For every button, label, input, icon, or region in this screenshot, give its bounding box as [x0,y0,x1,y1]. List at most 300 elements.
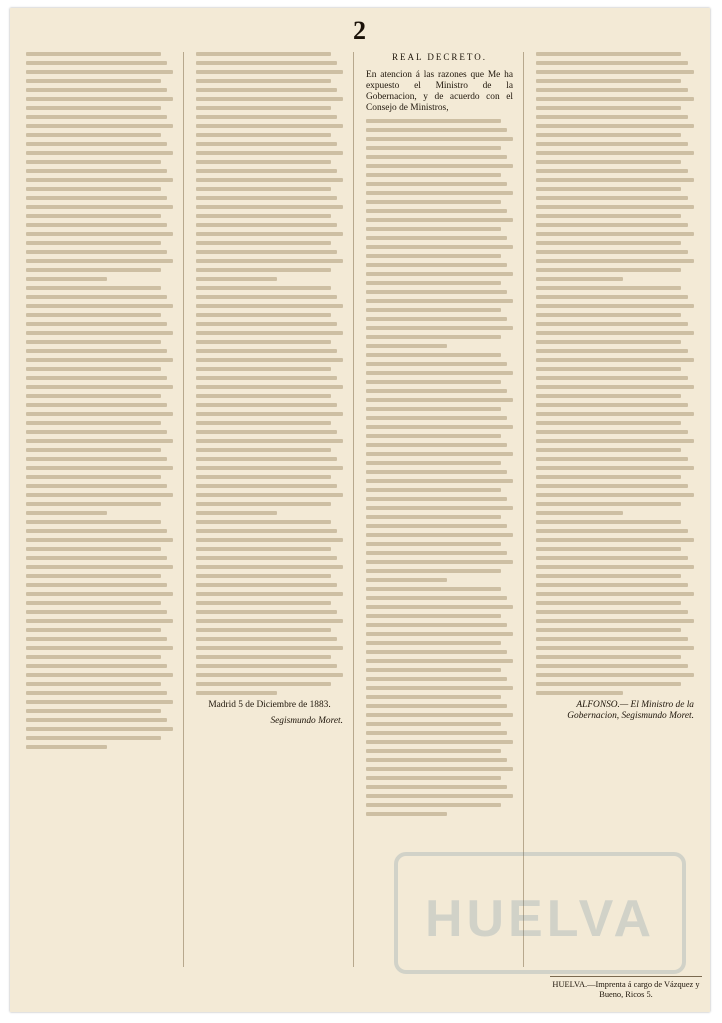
unreadable-text-block [366,353,513,582]
unreadable-text-line [196,502,331,506]
unreadable-text-line [536,268,681,272]
unreadable-text-line [26,736,161,740]
unreadable-text-line [366,506,513,510]
unreadable-text-line [536,646,694,650]
unreadable-text-line [366,803,501,807]
unreadable-text-line [536,250,688,254]
unreadable-text-line [26,331,173,335]
unreadable-text-line [536,538,694,542]
unreadable-text-block [196,520,343,695]
unreadable-text-line [536,241,681,245]
unreadable-text-line [366,524,507,528]
unreadable-text-line [366,335,501,339]
unreadable-text-line [366,641,501,645]
unreadable-text-line [196,106,331,110]
unreadable-text-line [366,308,501,312]
unreadable-text-line [366,578,447,582]
unreadable-text-line [26,664,167,668]
unreadable-text-line [26,250,167,254]
unreadable-text-line [26,439,173,443]
unreadable-text-line [366,326,513,330]
unreadable-text-line [196,520,331,524]
unreadable-text-line [26,619,173,623]
unreadable-text-line [196,421,331,425]
stamp-text: HUELVA [424,890,656,948]
unreadable-text-line [536,376,688,380]
unreadable-text-line [366,785,507,789]
unreadable-text-line [366,407,501,411]
unreadable-text-block [196,286,343,515]
unreadable-text-line [536,448,681,452]
unreadable-text-line [196,322,337,326]
unreadable-text-line [196,196,337,200]
unreadable-text-line [196,79,331,83]
unreadable-text-block [26,286,173,515]
unreadable-text-block [366,587,513,816]
unreadable-text-line [196,52,331,56]
unreadable-text-line [536,106,681,110]
unreadable-text-line [366,650,507,654]
unreadable-text-line [196,547,331,551]
unreadable-text-line [366,164,513,168]
unreadable-text-line [536,223,688,227]
text-columns [26,52,694,967]
unreadable-text-line [26,592,173,596]
unreadable-text-line [366,767,513,771]
unreadable-text-line [536,322,688,326]
unreadable-text-line [366,713,513,717]
unreadable-text-line [26,349,167,353]
unreadable-text-line [536,592,694,596]
unreadable-text-line [196,619,343,623]
unreadable-text-line [26,520,161,524]
unreadable-text-line [536,340,681,344]
unreadable-text-line [366,137,513,141]
unreadable-text-line [26,700,173,704]
unreadable-text-line [26,286,161,290]
unreadable-text-line [536,520,681,524]
unreadable-text-line [366,146,501,150]
unreadable-text-line [196,295,337,299]
unreadable-text-line [536,403,688,407]
unreadable-text-line [196,610,337,614]
unreadable-text-line [536,52,681,56]
unreadable-text-line [536,70,694,74]
paragraph: En atencion á las razones que Me ha expuesto el Ministro de la Gobernacion, y de acuerdo con el Consejo de Ministros, [366,70,513,113]
unreadable-text-line [196,70,343,74]
unreadable-text-line [26,277,107,281]
unreadable-text-line [536,637,688,641]
unreadable-text-line [536,511,623,515]
unreadable-text-line [536,358,694,362]
unreadable-text-line [536,412,694,416]
unreadable-text-line [196,637,337,641]
unreadable-text-line [366,740,513,744]
unreadable-text-line [366,461,501,465]
heading: REAL DECRETO. [392,52,487,62]
unreadable-text-line [536,610,688,614]
unreadable-text-line [366,245,513,249]
unreadable-text-line [196,475,331,479]
unreadable-text-line [26,340,161,344]
unreadable-text-line [536,475,681,479]
column-2 [196,52,354,967]
unreadable-text-line [196,124,343,128]
unreadable-text-line [26,493,173,497]
unreadable-text-line [196,592,343,596]
unreadable-text-line [366,668,501,672]
unreadable-text-line [536,493,694,497]
unreadable-text-line [366,749,501,753]
unreadable-text-line [536,196,688,200]
unreadable-text-line [196,277,277,281]
unreadable-text-line [366,470,507,474]
unreadable-text-line [536,232,694,236]
unreadable-text-line [536,277,623,281]
unreadable-text-line [196,331,343,335]
unreadable-text-line [196,151,343,155]
unreadable-text-line [26,268,161,272]
unreadable-text-line [26,214,161,218]
unreadable-text-line [196,268,331,272]
unreadable-text-line [366,569,501,573]
unreadable-text-line [366,560,513,564]
unreadable-text-line [366,794,513,798]
unreadable-text-line [26,709,161,713]
unreadable-text-line [366,182,507,186]
unreadable-text-line [196,628,331,632]
unreadable-text-line [196,691,277,695]
unreadable-text-line [196,142,337,146]
unreadable-text-line [536,691,623,695]
unreadable-text-line [536,115,688,119]
unreadable-text-line [26,583,167,587]
unreadable-text-line [536,142,688,146]
unreadable-text-line [366,272,513,276]
unreadable-text-line [366,614,501,618]
unreadable-text-line [196,259,343,263]
unreadable-text-line [26,511,107,515]
unreadable-text-block [536,520,694,695]
unreadable-text-line [366,551,507,555]
unreadable-text-line [26,367,161,371]
unreadable-text-line [196,412,343,416]
unreadable-text-line [196,448,331,452]
unreadable-text-line [366,281,501,285]
unreadable-text-line [26,682,161,686]
unreadable-text-line [366,542,501,546]
unreadable-text-line [196,214,331,218]
unreadable-text-line [26,232,173,236]
unreadable-text-line [366,596,507,600]
unreadable-text-line [366,659,513,663]
unreadable-text-line [26,646,173,650]
unreadable-text-line [196,673,343,677]
unreadable-text-line [536,601,681,605]
unreadable-text-line [26,376,167,380]
column-3 [366,52,524,967]
unreadable-text-line [366,479,513,483]
unreadable-text-line [26,601,161,605]
unreadable-text-line [196,313,331,317]
unreadable-text-line [366,155,507,159]
unreadable-text-line [26,358,173,362]
unreadable-text-line [536,286,681,290]
unreadable-text-line [536,457,688,461]
unreadable-text-line [536,673,694,677]
unreadable-text-block [26,520,173,749]
unreadable-text-line [536,385,694,389]
unreadable-text-line [196,682,331,686]
unreadable-text-line [196,115,337,119]
unreadable-text-line [536,187,681,191]
unreadable-text-line [536,160,681,164]
unreadable-text-line [196,385,343,389]
unreadable-text-line [26,547,161,551]
unreadable-text-line [366,605,513,609]
unreadable-text-line [196,349,337,353]
unreadable-text-block [366,119,513,348]
unreadable-text-line [26,313,161,317]
unreadable-text-line [536,295,688,299]
unreadable-text-line [196,403,337,407]
unreadable-text-line [26,106,161,110]
unreadable-text-line [536,151,694,155]
unreadable-text-line [536,466,694,470]
unreadable-text-line [536,655,681,659]
unreadable-text-line [26,412,173,416]
unreadable-text-line [196,160,331,164]
unreadable-text-line [26,124,173,128]
unreadable-text-line [366,776,501,780]
unreadable-text-line [366,236,507,240]
unreadable-text-line [26,430,167,434]
unreadable-text-block [196,52,343,281]
unreadable-text-line [536,97,694,101]
unreadable-text-line [366,263,507,267]
unreadable-text-line [536,574,681,578]
unreadable-text-line [196,340,331,344]
unreadable-text-line [536,304,694,308]
unreadable-text-line [536,421,681,425]
unreadable-text-line [536,565,694,569]
unreadable-text-line [26,187,161,191]
unreadable-text-line [366,731,507,735]
unreadable-text-line [26,97,173,101]
unreadable-text-line [26,259,173,263]
unreadable-text-line [536,259,694,263]
unreadable-text-line [196,304,343,308]
unreadable-text-line [536,547,681,551]
unreadable-text-line [366,227,501,231]
unreadable-text-line [366,209,507,213]
printer-imprint: HUELVA.—Imprenta á cargo de Vázquez y Bueno, Ricos 5. [550,976,702,1000]
unreadable-text-line [366,416,507,420]
unreadable-text-line [536,619,694,623]
unreadable-text-line [536,61,688,65]
unreadable-text-line [366,587,501,591]
unreadable-text-line [196,466,343,470]
unreadable-text-line [536,439,694,443]
unreadable-text-line [196,376,337,380]
unreadable-text-line [196,250,337,254]
unreadable-text-line [26,727,173,731]
unreadable-text-line [196,88,337,92]
unreadable-text-line [536,79,681,83]
unreadable-text-line [366,344,447,348]
unreadable-text-line [536,169,688,173]
unreadable-text-line [366,362,507,366]
unreadable-text-line [26,394,161,398]
unreadable-text-line [536,124,694,128]
unreadable-text-line [26,574,161,578]
unreadable-text-line [196,529,337,533]
unreadable-text-line [26,385,173,389]
unreadable-text-line [196,538,343,542]
unreadable-text-line [536,88,688,92]
unreadable-text-line [366,317,507,321]
unreadable-text-line [366,758,507,762]
unreadable-text-line [196,232,343,236]
unreadable-text-line [196,178,343,182]
unreadable-text-line [536,556,688,560]
unreadable-text-line [366,353,501,357]
column-4 [536,52,694,967]
unreadable-text-line [366,371,513,375]
unreadable-text-line [26,196,167,200]
unreadable-text-line [366,200,501,204]
unreadable-text-line [536,628,681,632]
unreadable-text-line [26,565,173,569]
unreadable-text-line [196,241,331,245]
unreadable-text-line [366,290,507,294]
unreadable-text-line [196,601,331,605]
page-number: 2 [353,16,367,45]
unreadable-text-line [366,398,513,402]
unreadable-text-line [196,484,337,488]
unreadable-text-line [536,349,688,353]
unreadable-text-line [536,682,681,686]
unreadable-text-line [26,322,167,326]
signature: ALFONSO.— El Ministro de la Gobernacion, Segismundo Moret. [567,700,694,721]
unreadable-text-line [196,61,337,65]
unreadable-text-line [366,389,507,393]
unreadable-text-line [196,556,337,560]
unreadable-text-line [366,695,501,699]
unreadable-text-line [536,214,681,218]
unreadable-text-line [366,425,513,429]
unreadable-text-line [26,52,161,56]
unreadable-text-line [366,173,501,177]
unreadable-text-line [196,367,331,371]
unreadable-text-line [366,299,513,303]
unreadable-text-line [26,628,161,632]
unreadable-text-line [366,254,501,258]
unreadable-text-line [536,133,681,137]
unreadable-text-line [26,79,161,83]
unreadable-text-line [536,178,694,182]
unreadable-text-block [536,286,694,515]
unreadable-text-line [26,160,161,164]
unreadable-text-line [536,529,688,533]
unreadable-text-line [26,556,167,560]
unreadable-text-line [366,434,501,438]
unreadable-text-line [26,421,161,425]
unreadable-text-line [536,313,681,317]
unreadable-text-line [366,632,513,636]
unreadable-text-line [536,664,688,668]
unreadable-text-line [196,133,331,137]
unreadable-text-line [26,466,173,470]
unreadable-text-line [26,295,167,299]
unreadable-text-line [26,304,173,308]
unreadable-text-line [26,70,173,74]
unreadable-text-line [196,664,337,668]
unreadable-text-line [536,583,688,587]
unreadable-text-line [536,394,681,398]
unreadable-text-line [536,205,694,209]
unreadable-text-line [26,718,167,722]
date: Madrid 5 de Diciembre de 1883. [208,700,331,710]
unreadable-text-line [196,493,343,497]
unreadable-text-line [26,745,107,749]
unreadable-text-line [26,178,173,182]
unreadable-text-line [196,511,277,515]
unreadable-text-line [26,610,167,614]
unreadable-text-line [196,358,343,362]
unreadable-text-line [366,380,501,384]
newspaper-page [10,8,710,1012]
unreadable-text-line [366,623,507,627]
unreadable-text-line [196,169,337,173]
unreadable-text-line [26,529,167,533]
unreadable-text-block [536,52,694,281]
unreadable-text-line [196,457,337,461]
column-1 [26,52,184,967]
unreadable-text-line [366,191,513,195]
unreadable-text-line [26,403,167,407]
unreadable-text-line [366,812,447,816]
unreadable-text-line [26,88,167,92]
unreadable-text-line [196,583,337,587]
unreadable-text-line [196,439,343,443]
unreadable-text-line [26,448,161,452]
unreadable-text-line [536,331,694,335]
unreadable-text-line [196,394,331,398]
unreadable-text-line [196,187,331,191]
unreadable-text-line [196,430,337,434]
unreadable-text-line [26,484,167,488]
unreadable-text-line [196,565,343,569]
unreadable-text-line [26,655,161,659]
unreadable-text-line [366,443,507,447]
unreadable-text-line [26,241,161,245]
unreadable-text-line [536,367,681,371]
unreadable-text-line [196,205,343,209]
unreadable-text-line [26,538,173,542]
unreadable-text-line [196,97,343,101]
unreadable-text-line [26,673,173,677]
unreadable-text-line [26,133,161,137]
unreadable-text-line [196,223,337,227]
signature: Segismundo Moret. [270,716,343,726]
unreadable-text-line [536,502,681,506]
unreadable-text-line [366,119,501,123]
unreadable-text-line [536,430,688,434]
unreadable-text-line [196,646,343,650]
unreadable-text-line [26,142,167,146]
unreadable-text-line [26,151,173,155]
